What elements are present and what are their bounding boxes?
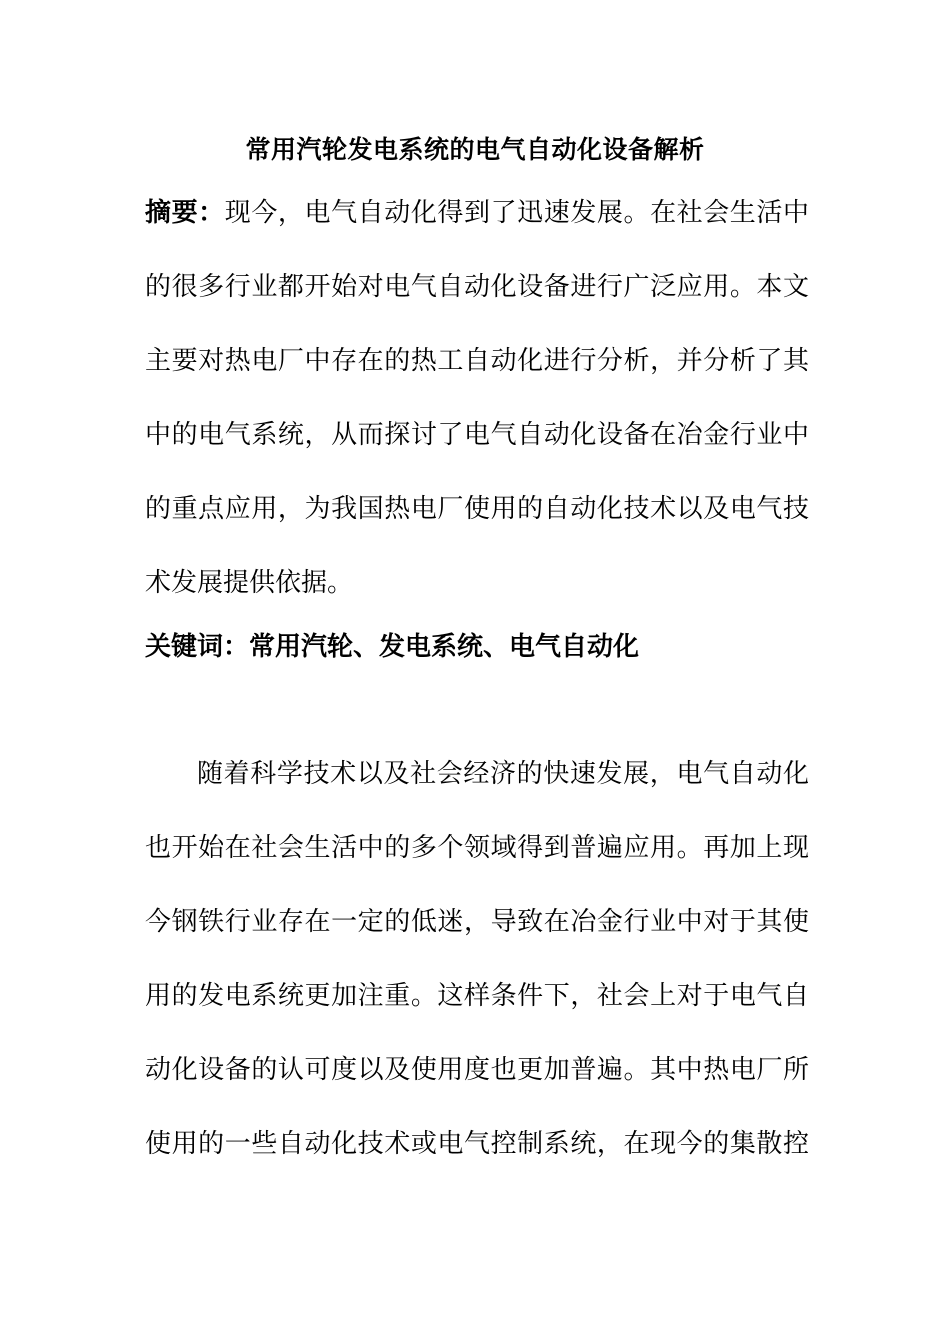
body-line-4: 用的发电系统更加注重。这样条件下，社会上对于电气自 [145,981,809,1011]
body-line-3: 今钢铁行业存在一定的低迷，导致在冶金行业中对于其使 [145,907,809,937]
abstract-label: 摘要： [145,198,225,228]
body-line-6: 使用的一些自动化技术或电气控制系统，在现今的集散控 [145,1129,809,1159]
body-line-5: 动化设备的认可度以及使用度也更加普遍。其中热电厂所 [145,1055,809,1085]
abstract-line-3: 主要对热电厂中存在的热工自动化进行分析，并分析了其 [145,346,809,376]
abstract-line-5: 的重点应用，为我国热电厂使用的自动化技术以及电气技 [145,494,809,524]
keywords-label: 关键词： [145,632,250,662]
abstract-line-2: 的很多行业都开始对电气自动化设备进行广泛应用。本文 [145,272,809,302]
abstract-line-4: 中的电气系统，从而探讨了电气自动化设备在冶金行业中 [145,420,809,450]
body-line-1: 随着科学技术以及社会经济的快速发展，电气自动化 [197,759,809,789]
body-line-2: 也开始在社会生活中的多个领域得到普遍应用。再加上现 [145,833,809,863]
keywords-line [145,625,809,669]
document-title: 常用汽轮发电系统的电气自动化设备解析 [245,135,705,164]
abstract-line-1 [145,191,809,235]
abstract-text-1: 现今，电气自动化得到了迅速发展。在社会生活中 [224,198,809,228]
keywords-text: 常用汽轮、发电系统、电气自动化 [249,632,640,662]
abstract-line-6: 术发展提供依据。 [145,568,354,598]
